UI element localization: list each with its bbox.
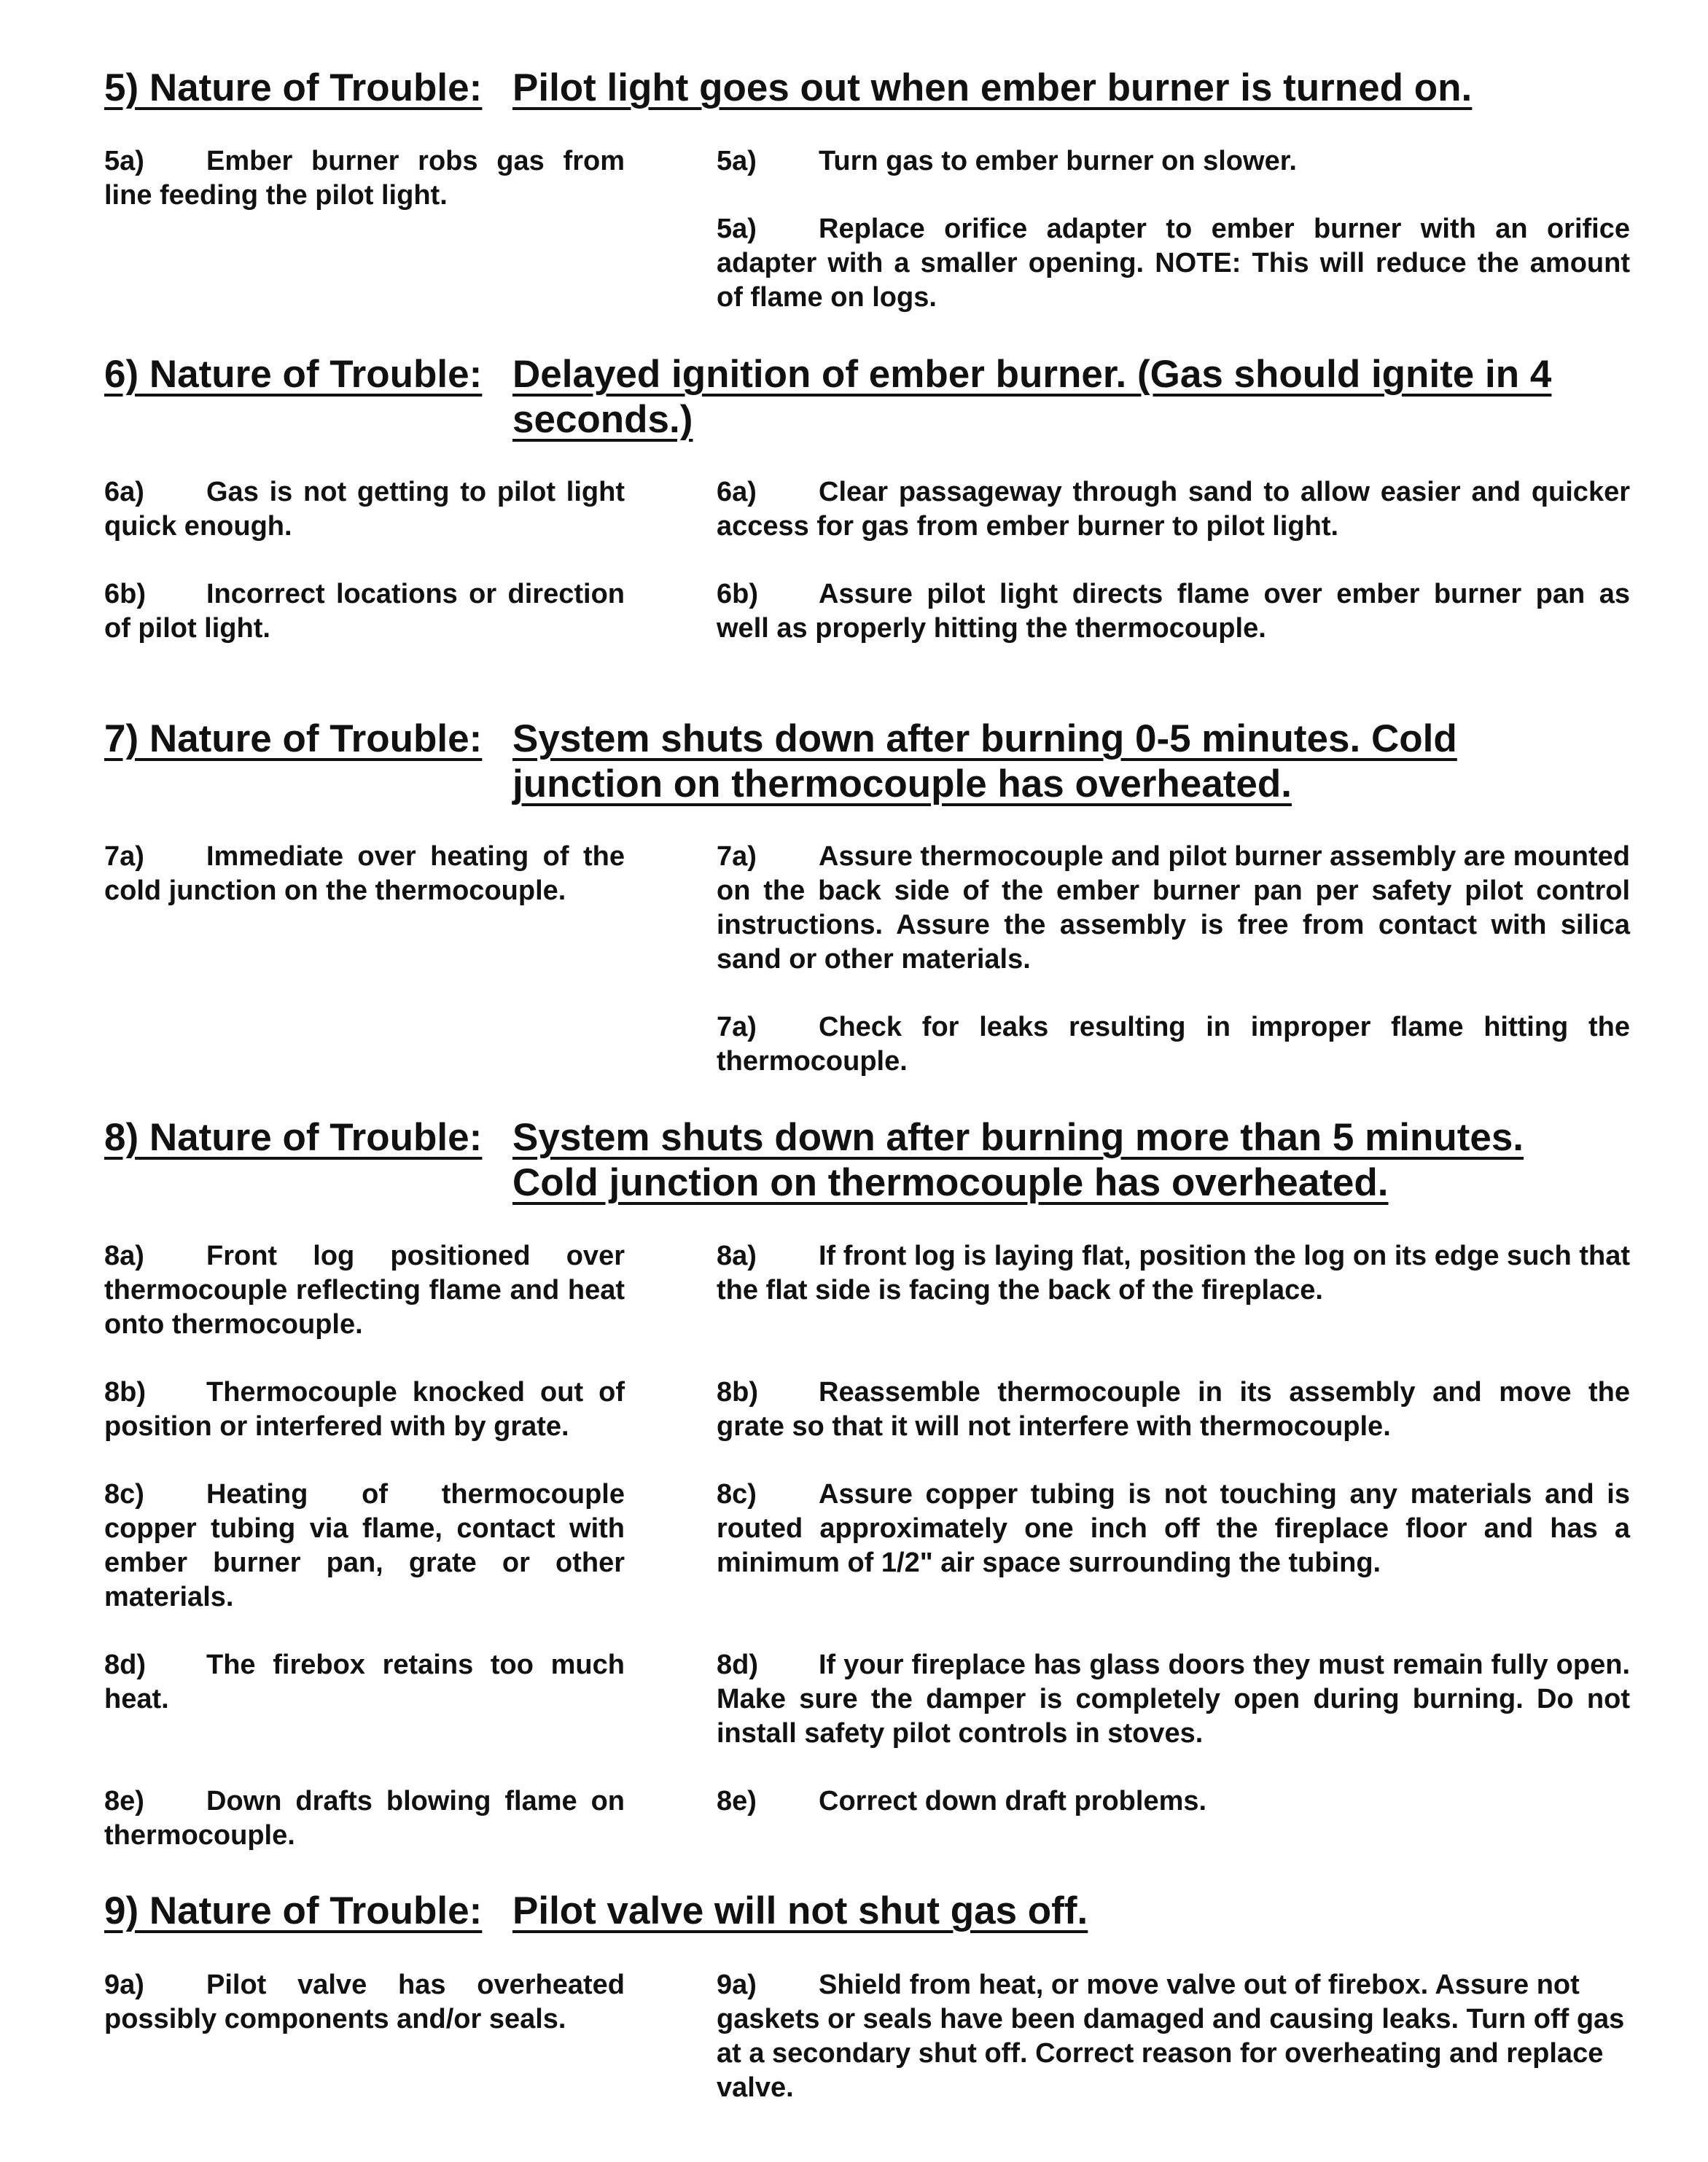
cause-8d (104, 1648, 625, 1717)
remedy-code: 8a) (717, 1241, 757, 1271)
cause-code: 6b) (104, 579, 146, 609)
cause-text: Immediate over heating of the cold junction on the thermocouple. (104, 841, 625, 906)
remedy-code: 6b) (717, 579, 758, 609)
remedy-code: 6a) (717, 477, 757, 507)
remedy-text: Replace orifice adapter to ember burner with an orifice adapter with a smaller opening. NOTE: This will reduce the amount of flame on logs. (717, 214, 1630, 313)
remedy-5a-2 (717, 212, 1630, 315)
remedy-text: Check for leaks resulting in improper flame hitting the thermocouple. (717, 1012, 1630, 1077)
section-5-label: 5) Nature of Trouble: (104, 66, 483, 109)
cause-6a (104, 475, 625, 544)
section-9-label: 9) Nature of Trouble: (104, 1889, 483, 1932)
remedy-6b (717, 577, 1630, 646)
section-6-heading (104, 352, 1635, 442)
section-7-label: 7) Nature of Trouble: (104, 717, 483, 760)
cause-code: 6a) (104, 477, 144, 507)
remedy-7a-2 (717, 1010, 1630, 1079)
cause-text: Down drafts blowing flame on thermocouple. (104, 1786, 625, 1851)
section-8-heading (104, 1115, 1635, 1206)
remedy-8c (717, 1478, 1630, 1580)
cause-text: The firebox retains too much heat. (104, 1650, 625, 1714)
cause-text: Thermocouple knocked out of position or interfered with by grate. (104, 1377, 625, 1442)
remedy-code: 7a) (717, 1012, 757, 1042)
remedy-code: 5a) (717, 146, 757, 176)
remedy-text: Turn gas to ember burner on slower. (819, 146, 1297, 176)
remedy-text: Correct down draft problems. (819, 1786, 1207, 1816)
cause-8a (104, 1239, 625, 1342)
remedy-text: Assure copper tubing is not touching any materials and is routed approximately one inch off the fireplace floor and has a minimum of 1/2" air space surrounding the tubing. (717, 1479, 1630, 1578)
cause-text: Ember burner robs gas from line feeding the pilot light. (104, 146, 625, 211)
section-5-heading (104, 66, 1635, 111)
cause-text: Pilot valve has overheated possibly components and/or seals. (104, 1970, 625, 2034)
section-7-title: System shuts down after burning 0-5 minutes. Cold junction on thermocouple has overheated. (512, 717, 1457, 805)
section-8-label: 8) Nature of Trouble: (104, 1116, 483, 1159)
cause-code: 8d) (104, 1650, 146, 1680)
cause-text: Incorrect locations or direction of pilot light. (104, 579, 625, 644)
remedy-8b (717, 1375, 1630, 1444)
remedy-code: 8c) (717, 1479, 757, 1510)
remedy-code: 8e) (717, 1786, 757, 1816)
cause-text: Heating of thermocouple copper tubing via flame, contact with ember burner pan, grate or other materials. (104, 1479, 625, 1612)
cause-code: 8c) (104, 1479, 144, 1510)
cause-code: 8a) (104, 1241, 144, 1271)
remedy-code: 8d) (717, 1650, 758, 1680)
cause-9a (104, 1968, 625, 2037)
section-9-heading (104, 1889, 1635, 1934)
remedy-text: Assure pilot light directs flame over ember burner pan as well as properly hitting the thermocouple. (717, 579, 1630, 644)
cause-code: 8e) (104, 1786, 144, 1816)
remedy-code: 8b) (717, 1377, 758, 1408)
remedy-text: Clear passageway through sand to allow easier and quicker access for gas from ember burner to pilot light. (717, 477, 1630, 542)
cause-8e (104, 1784, 625, 1853)
remedy-text: If front log is laying flat, position the log on its edge such that the flat side is facing the back of the fireplace. (717, 1241, 1630, 1306)
section-6-title: Delayed ignition of ember burner. (Gas should ignite in 4 seconds.) (512, 353, 1552, 441)
remedy-8e (717, 1784, 1630, 1819)
section-7-heading (104, 717, 1635, 807)
remedy-code: 5a) (717, 214, 757, 244)
section-9-title: Pilot valve will not shut gas off. (512, 1889, 1088, 1932)
cause-code: 7a) (104, 841, 144, 872)
remedy-text: Assure thermocouple and pilot burner assembly are mounted on the back side of the ember burner pan per safety pilot control instructions. Assure the assembly is free from contact with silica sand or other materials. (717, 841, 1630, 975)
cause-code: 8b) (104, 1377, 146, 1408)
remedy-text: If your fireplace has glass doors they must remain fully open. Make sure the damper is completely open during burning. Do not install safety pilot controls in stoves. (717, 1650, 1630, 1749)
section-5-title: Pilot light goes out when ember burner is turned on. (512, 66, 1473, 109)
remedy-8a (717, 1239, 1630, 1308)
remedy-code: 7a) (717, 841, 757, 872)
cause-text: Gas is not getting to pilot light quick enough. (104, 477, 625, 542)
remedy-text: Reassemble thermocouple in its assembly and move the grate so that it will not interfere with thermocouple. (717, 1377, 1630, 1442)
remedy-code: 9a) (717, 1970, 757, 2000)
section-6-label: 6) Nature of Trouble: (104, 353, 483, 396)
remedy-8d (717, 1648, 1630, 1751)
cause-5a (104, 144, 625, 213)
section-8-title: System shuts down after burning more than 5 minutes. Cold junction on thermocouple has overheated. (512, 1116, 1524, 1204)
remedy-7a-1 (717, 840, 1630, 977)
cause-code: 9a) (104, 1970, 144, 2000)
cause-code: 5a) (104, 146, 144, 176)
cause-6b (104, 577, 625, 646)
remedy-6a (717, 475, 1630, 544)
cause-8b (104, 1375, 625, 1444)
remedy-5a-1 (717, 144, 1630, 179)
remedy-9a (717, 1968, 1630, 2105)
cause-8c (104, 1478, 625, 1615)
cause-text: Front log positioned over thermocouple reflecting flame and heat onto thermocouple. (104, 1241, 625, 1340)
remedy-text: Shield from heat, or move valve out of firebox. Assure not gaskets or seals have been damaged and causing leaks. Turn off gas at a secondary shut off. Correct reason for overheating and replace valve. (717, 1970, 1625, 2103)
cause-7a (104, 840, 625, 908)
